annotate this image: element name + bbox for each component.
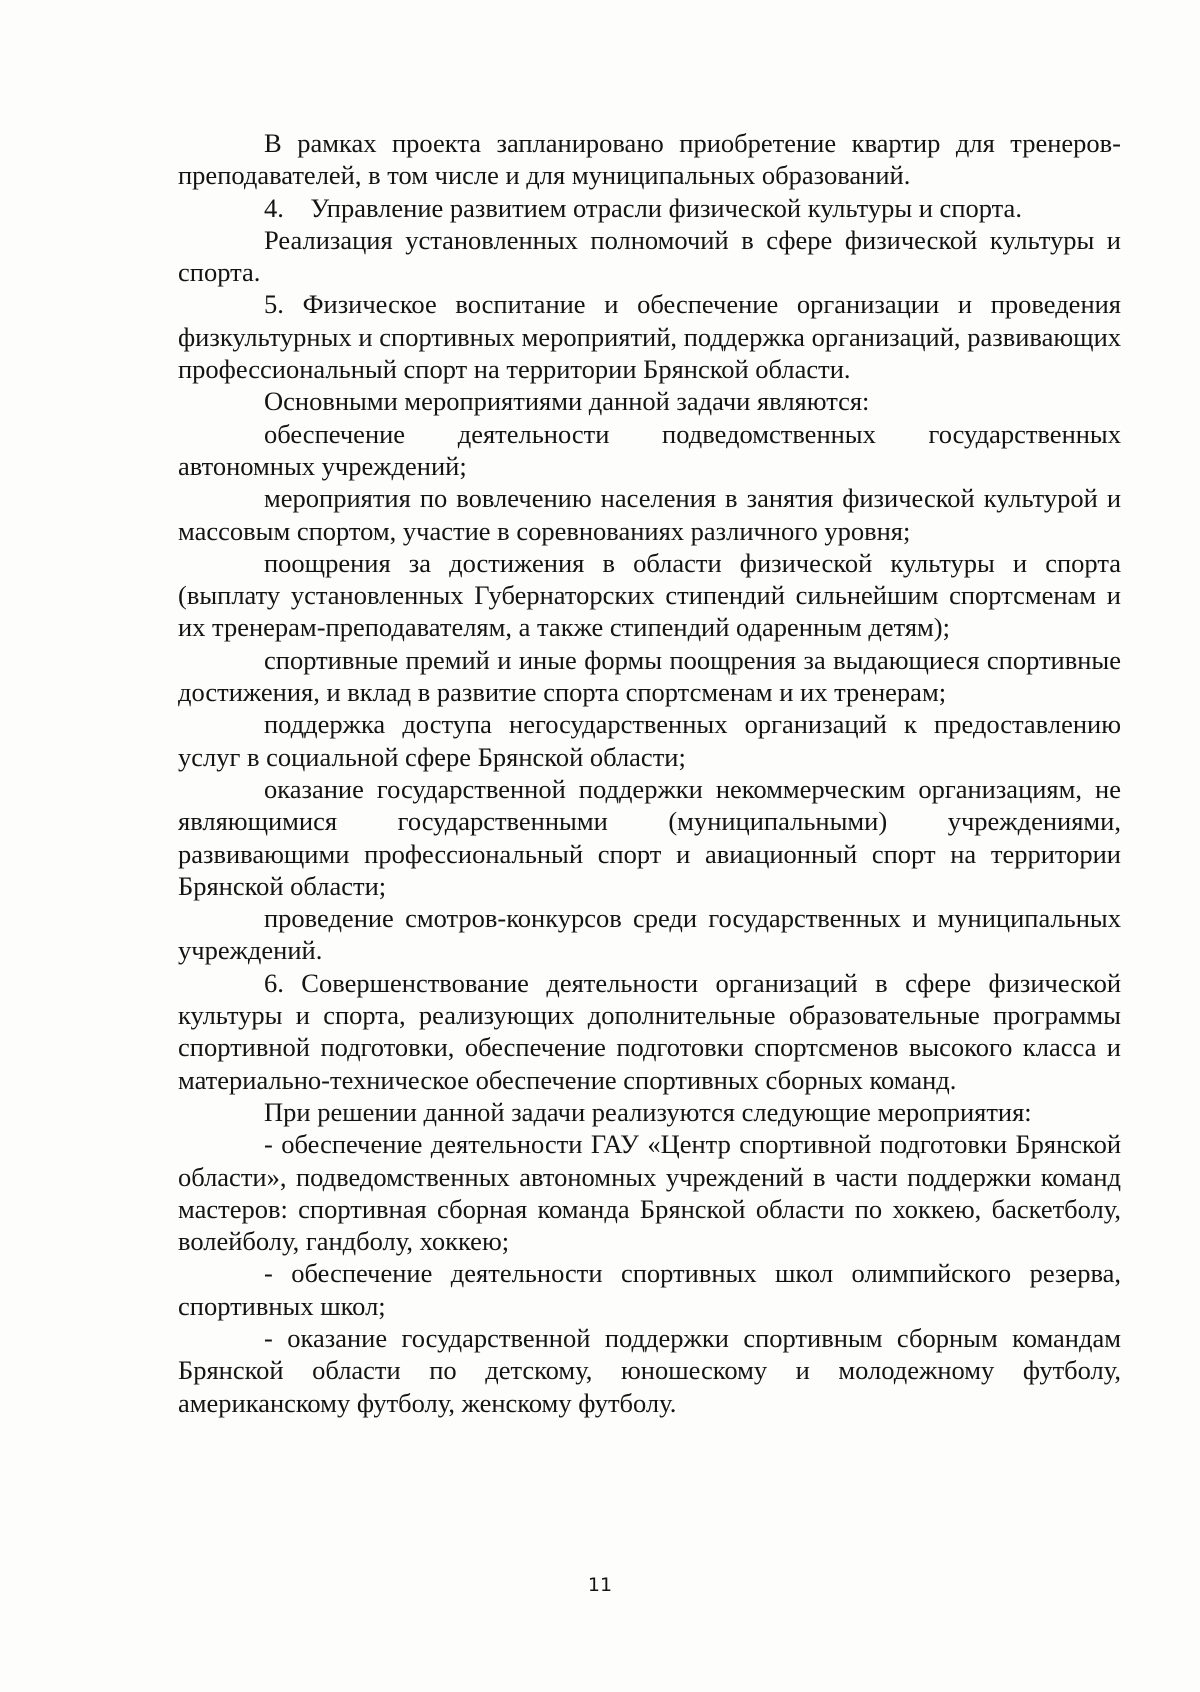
paragraph-activity-scholarships: поощрения за достижения в области физической культуры и спорта (выплату установленных Губернаторских стипендий сильнейшим спортсменам и их тренерам-преподавателям, а также стипендий одаренным детям); bbox=[178, 547, 1121, 643]
paragraph-main-activities-intro: Основными мероприятиями данной задачи являются: bbox=[264, 386, 870, 417]
paragraph-activity-nonprofit-support: оказание государственной поддержки некоммерческим организациям, не являющимися государственными (муниципальными) учреждениями, развивающими профессиональный спорт и авиационный спорт на территории Брянской области; bbox=[178, 773, 1121, 901]
paragraph-bullet-training-center: - обеспечение деятельности ГАУ «Центр спортивной подготовки Брянской области», подведомственных автономных учреждений в части поддержки команд мастеров: спортивная сборная команда Брянской области по хоккею, баскетболу, волейболу, гандболу, хоккею; bbox=[178, 1129, 1121, 1257]
paragraph-activity-autonomous: обеспечение деятельности подведомственных государственных автономных учреждений; bbox=[178, 418, 1121, 481]
paragraph-bullet-olympic-schools: - обеспечение деятельности спортивных школ олимпийского резерва, спортивных школ; bbox=[178, 1258, 1121, 1321]
paragraph-item-6-heading: 6. Совершенствование деятельности организаций в сфере физической культуры и спорта, реализующих дополнительные образовательные программы спортивной подготовки, обеспечение подготовки спортсменов высокого класса и материально-техническое обеспечение спортивных сборных команд. bbox=[178, 967, 1121, 1095]
page-number: 11 bbox=[587, 1574, 613, 1596]
paragraph-item-4-heading: 4. Управление развитием отрасли физической культуры и спорта. bbox=[264, 192, 1022, 223]
paragraph-activity-nongovernmental: поддержка доступа негосударственных организаций к предоставлению услуг в социальной сфере Брянской области; bbox=[178, 709, 1121, 772]
paragraph-activity-contests: проведение смотров-конкурсов среди государственных и муниципальных учреждений. bbox=[178, 903, 1121, 966]
paragraph-activity-awards: спортивные премий и иные формы поощрения за выдающиеся спортивные достижения, и вклад в развитие спорта спортсменам и их тренерам; bbox=[178, 644, 1121, 708]
paragraph-item-6-intro: При решении данной задачи реализуются следующие мероприятия: bbox=[264, 1096, 1032, 1127]
paragraph-activity-engagement: мероприятия по вовлечению населения в занятия физической культурой и массовым спортом, участие в соревнованиях различного уровня; bbox=[178, 483, 1121, 546]
paragraph-item-4-body: Реализация установленных полномочий в сфере физической культуры и спорта. bbox=[178, 224, 1121, 288]
paragraph-item-5-heading: 5. Физическое воспитание и обеспечение организации и проведения физкультурных и спортивных мероприятий, поддержка организаций, развивающих профессиональный спорт на территории Брянской области. bbox=[178, 289, 1121, 385]
paragraph-apartments: В рамках проекта запланировано приобретение квартир для тренеров-преподавателей, в том числе и для муниципальных образований. bbox=[178, 128, 1121, 191]
paragraph-bullet-football-teams: - оказание государственной поддержки спортивным сборным командам Брянской области по детскому, юношескому и молодежному футболу, американскому футболу, женскому футболу. bbox=[178, 1322, 1121, 1418]
document-body bbox=[178, 127, 1121, 1419]
